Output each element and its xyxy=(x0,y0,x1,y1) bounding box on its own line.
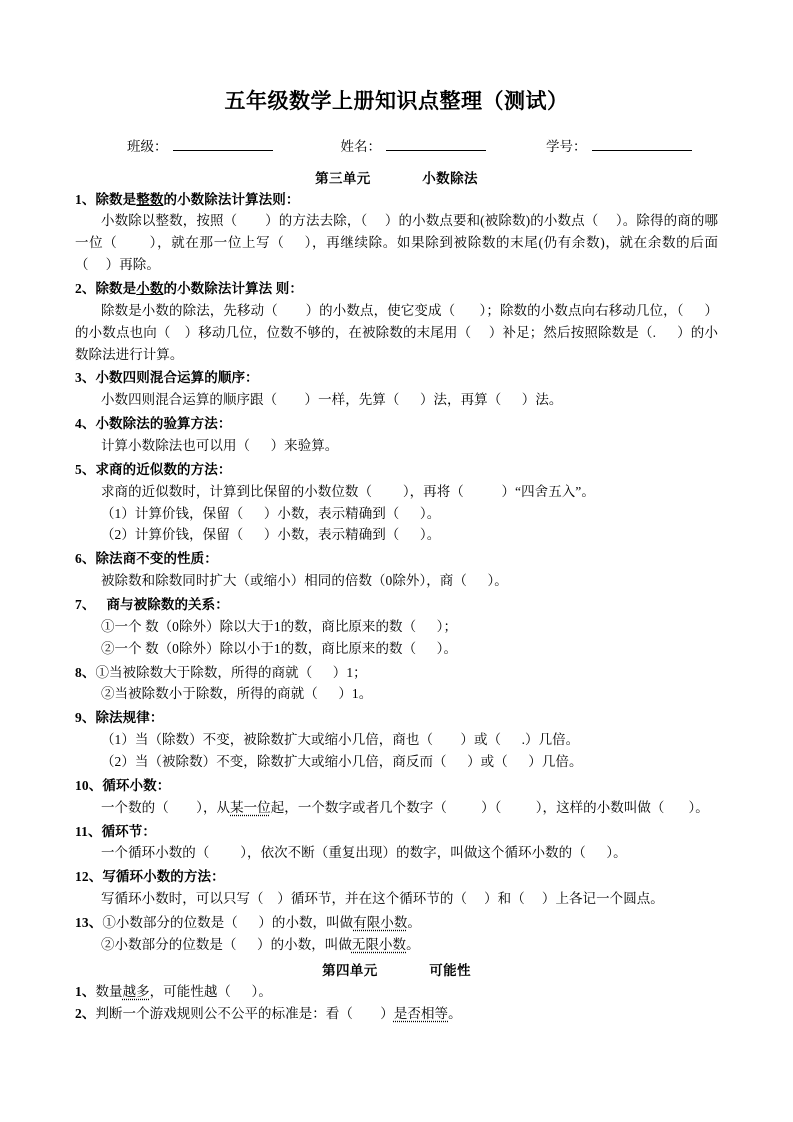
item-body-line: ①一个 数（0除外）除以大于1的数，商比原来的数（ ）； xyxy=(101,618,458,634)
item-number: 4、 xyxy=(75,416,96,432)
item-heading-text: 除法商不变的性质： xyxy=(95,551,218,567)
item-heading xyxy=(75,821,718,843)
item-number: 2、 xyxy=(75,1005,96,1021)
knowledge-item xyxy=(75,775,718,819)
student-number-label: 学号： xyxy=(546,138,587,154)
unit3-item-list xyxy=(75,189,718,956)
knowledge-item xyxy=(75,278,718,365)
knowledge-item xyxy=(75,548,718,592)
knowledge-item: 2、判断一个游戏规则公不公平的标准是：看（ ）是否相等。 xyxy=(75,1005,462,1021)
item-heading xyxy=(75,594,718,616)
unit4-number: 第四单元 xyxy=(322,962,378,978)
item-heading-pre: 除数是 xyxy=(95,191,137,207)
knowledge-item xyxy=(75,459,718,546)
item-body-line: 小数四则混合运算的顺序跟（ ）一样，先算（ ）法，再算（ ）法。 xyxy=(101,392,563,408)
unit3-heading xyxy=(75,167,718,187)
item-body-line: ②当被除数小于除数，所得的商就（ ）1。 xyxy=(101,686,373,702)
item-number: 6、 xyxy=(75,551,96,567)
item-heading xyxy=(75,189,718,211)
item-number: 11、 xyxy=(75,823,102,839)
spacer-b xyxy=(486,135,546,155)
item-heading-text: 除法规律： xyxy=(95,710,164,726)
unit3-name: 小数除法 xyxy=(422,170,478,186)
unit4-heading xyxy=(75,959,718,979)
item-number: 1、 xyxy=(75,191,96,207)
class-blank[interactable] xyxy=(173,136,273,151)
item-heading-text: 商与被除数的关系： xyxy=(106,596,229,612)
item-body-line: （2）计算价钱，保留（ ）小数，表示精确到（ ）。 xyxy=(101,527,441,543)
item-body-line: 求商的近似数时，计算到比保留的小数位数（ ），再将（ ）“四舍五入”。 xyxy=(101,483,595,499)
item-body-line: 除数是小数的除法，先移动（ ）的小数点，使它变成（ ）；除数的小数点向右移动几位，（ ）的小数点也向（ ）移动几位，位数不够的，在被除数的末尾用（ ）补足；然后按照除数是（. ）的小数除法进行计算。 xyxy=(75,302,718,362)
item-heading xyxy=(75,367,718,389)
knowledge-item xyxy=(75,367,718,411)
item-number: 10、 xyxy=(75,777,103,793)
student-number-blank[interactable] xyxy=(592,136,692,151)
item-number: 1、 xyxy=(75,983,96,999)
item-heading xyxy=(75,413,718,435)
item-number: 2、 xyxy=(75,280,96,296)
page-title: 五年级数学上册知识点整理（测试） xyxy=(224,89,569,113)
student-id-row xyxy=(75,135,718,155)
item-heading-keyword: 小数 xyxy=(136,280,164,296)
item-body-line: 写循环小数时，可以只写（ ）循环节，并在这个循环节的（ ）和（ ）上各记一个圆点。 xyxy=(101,891,664,907)
name-label: 姓名： xyxy=(340,138,381,154)
item-heading-text: 循环小数： xyxy=(102,777,171,793)
class-label: 班级： xyxy=(127,138,168,154)
unit3-number: 第三单元 xyxy=(315,170,371,186)
item-heading-text: 写循环小数的方法： xyxy=(102,869,225,885)
knowledge-item xyxy=(75,662,718,706)
item-number: 12、 xyxy=(75,869,103,885)
item-body-line: （1）计算价钱，保留（ ）小数，表示精确到（ ）。 xyxy=(101,505,441,521)
item-body-line: ②一个 数（0除外）除以小于1的数，商比原来的数（ ）。 xyxy=(101,640,458,656)
item-heading-text: 求商的近似数的方法： xyxy=(95,461,232,477)
item-heading-pre: 除数是 xyxy=(95,280,137,296)
item-heading xyxy=(75,775,718,797)
item-body-line: （1）当（除数）不变，被除数扩大或缩小几倍，商也（ ）或（ .）几倍。 xyxy=(101,732,580,748)
item-first-line: 13、①小数部分的位数是（ ）的小数，叫做有限小数。 xyxy=(75,915,421,930)
knowledge-item: 1、数量越多，可能性越（ ）。 xyxy=(75,983,272,999)
knowledge-item xyxy=(75,912,718,956)
item-body-line: 一个循环小数的（ ），依次不断（重复出现）的数字，叫做这个循环小数的（ ）。 xyxy=(101,845,627,861)
unit4-item-list xyxy=(75,981,718,1025)
item-body-line: （2）当（被除数）不变，除数扩大或缩小几倍，商反而（ ）或（ ）几倍。 xyxy=(101,753,583,769)
item-number: 3、 xyxy=(75,370,96,386)
item-heading-text: 的小数除法计算法 则： xyxy=(163,280,303,296)
item-heading-text: 循环节： xyxy=(101,823,156,839)
item-body-line: ②小数部分的位数是（ ）的小数，叫做无限小数。 xyxy=(101,936,420,952)
knowledge-item xyxy=(75,413,718,457)
item-number: 5、 xyxy=(75,461,96,477)
item-number: 8、 xyxy=(75,664,96,680)
item-heading xyxy=(75,548,718,570)
item-body-line: 被除数和除数同时扩大（或缩小）相同的倍数（0除外），商（ ）。 xyxy=(101,573,508,589)
item-body-line: 计算小数除法也可以用（ ）来验算。 xyxy=(101,437,339,453)
name-field[interactable] xyxy=(341,135,487,155)
class-field[interactable] xyxy=(127,135,273,155)
student-number-field[interactable] xyxy=(546,135,692,155)
item-number: 13、 xyxy=(75,915,103,930)
item-heading-text: 的小数除法计算法则： xyxy=(163,191,300,207)
item-body-line: 小数除以整数，按照（ ）的方法去除，（ ）的小数点要和(被除数)的小数点（ ）。除得的商的哪一位（ ），就在那一位上写（ ），再继续除。如果除到被除数的末尾(仍有余数)，就在余数的后面（ ）再除。 xyxy=(75,213,718,273)
item-heading-text: 小数四则混合运算的顺序： xyxy=(95,370,259,386)
item-heading-text: 小数除法的验算方法： xyxy=(95,416,232,432)
knowledge-item xyxy=(75,594,718,660)
knowledge-item xyxy=(75,821,718,865)
knowledge-item xyxy=(75,189,718,276)
item-heading-keyword: 整数 xyxy=(136,191,164,207)
item-heading xyxy=(75,866,718,888)
item-heading xyxy=(75,278,718,300)
name-blank[interactable] xyxy=(386,136,486,151)
spacer-a xyxy=(273,135,341,155)
item-number: 7、 xyxy=(75,596,96,612)
unit4-name: 可能性 xyxy=(429,962,471,978)
item-first-line: 8、①当被除数大于除数，所得的商就（ ）1； xyxy=(75,664,367,680)
item-body-line: 一个数的（ ），从某一位起，一个数字或者几个数字（ ）（ ），这样的小数叫做（ ）。 xyxy=(101,799,709,815)
item-heading xyxy=(75,459,718,481)
item-number: 9、 xyxy=(75,710,96,726)
item-heading xyxy=(75,707,718,729)
knowledge-item xyxy=(75,707,718,773)
knowledge-item xyxy=(75,866,718,910)
